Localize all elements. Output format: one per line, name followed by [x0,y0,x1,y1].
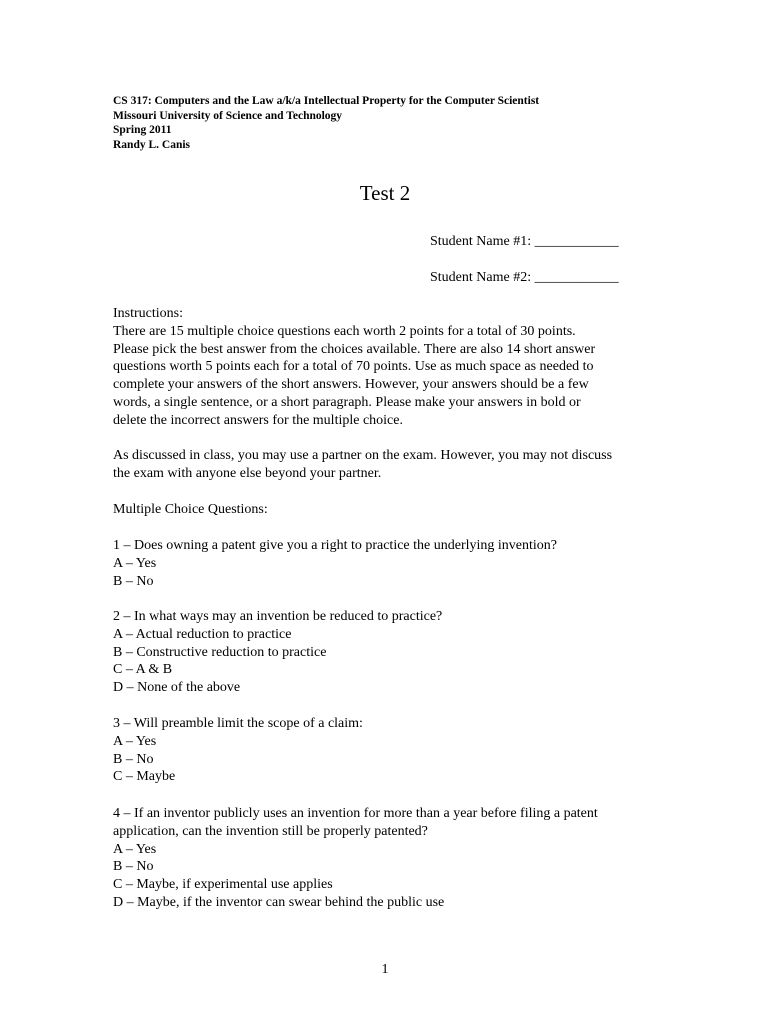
university-name: Missouri University of Science and Technology [113,109,343,122]
course-header [113,94,539,152]
answer-option: C – Maybe, if experimental use applies [113,877,333,893]
instructions [113,305,673,430]
question-2 [113,608,673,697]
instructions-line: questions worth 5 points each for a total of 70 points. Use as much space as needed to [113,359,594,375]
instructions-line: There are 15 multiple choice questions each worth 2 points for a total of 30 points. [113,323,576,339]
question-text: 4 – If an inventor publicly uses an invention for more than a year before filing a patent [113,806,598,821]
instructions-line: delete the incorrect answers for the multiple choice. [113,412,403,428]
answer-option: A – Yes [113,841,157,857]
question-text: 3 – Will preamble limit the scope of a claim: [113,716,363,731]
answer-option: B – Constructive reduction to practice [113,644,327,660]
instructions-line: Please pick the best answer from the choices available. There are also 14 short answer [113,341,596,357]
section-heading-text: Multiple Choice Questions: [113,502,268,517]
answer-option: A – Actual reduction to practice [113,626,292,642]
page-title: Test 2 [359,181,411,205]
question-text: 1 – Does owning a patent give you a right to practice the underlying invention? [113,538,557,553]
answer-option: B – No [113,859,154,875]
question-3 [113,715,673,786]
partner-note-line: the exam with anyone else beyond your partner. [113,465,382,481]
partner-note-line: As discussed in class, you may use a partner on the exam. However, you may not discuss [113,448,613,463]
question-text: 2 – In what ways may an invention be reduced to practice? [113,609,443,624]
question-text: application, can the invention still be properly patented? [113,823,428,839]
instructions-line: words, a single sentence, or a short paragraph. Please make your answers in bold or [113,394,581,410]
answer-option: B – No [113,573,154,589]
instructor-name: Randy L. Canis [113,138,191,151]
answer-option: D – None of the above [113,680,241,696]
student-name-1: Student Name #1: ____________ [430,234,619,249]
instructions-line: complete your answers of the short answers. However, your answers should be a few [113,377,589,393]
answer-option: A – Yes [113,733,157,749]
answer-option: C – A & B [113,662,173,678]
page-number: 1 [381,962,389,977]
answer-option: A – Yes [113,555,157,571]
answer-option: C – Maybe [113,769,176,785]
course-title: CS 317: Computers and the Law a/k/a Intellectual Property for the Computer Scientist [113,95,540,107]
section-heading [113,501,673,519]
question-1 [113,537,673,590]
answer-option: D – Maybe, if the inventor can swear behind the public use [113,894,445,910]
term: Spring 2011 [113,124,172,137]
answer-option: B – No [113,751,154,767]
partner-note [113,447,673,483]
question-4 [113,805,673,912]
instructions-heading: Instructions: [113,306,183,321]
student-name-2: Student Name #2: ____________ [430,270,619,285]
